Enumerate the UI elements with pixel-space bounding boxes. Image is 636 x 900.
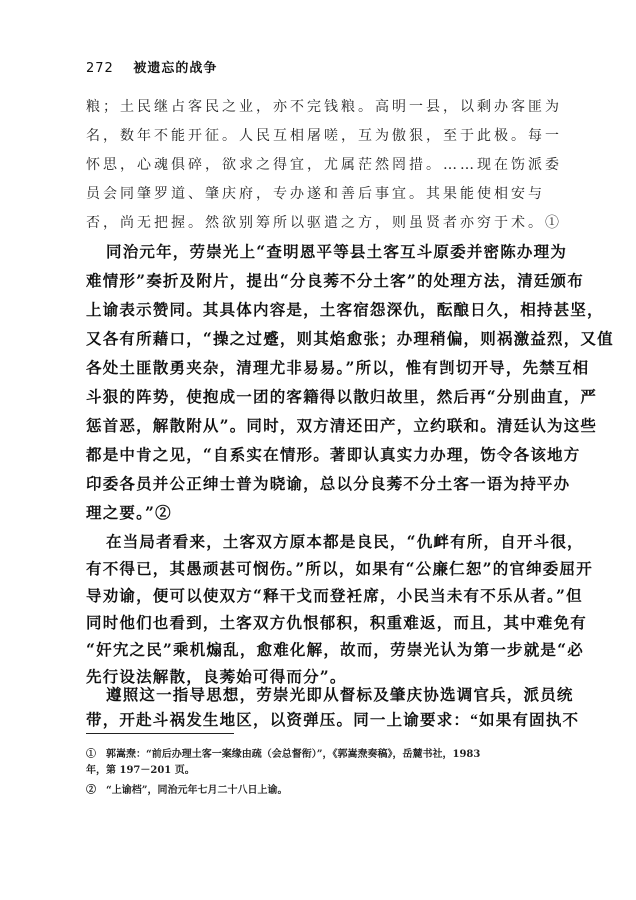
body-line: 又各有所藉口，“操之过蹙，则其焰愈张；办理稍偏，则祸激益烈，又值 [86, 329, 614, 348]
body-line: 先行设法解散，良莠始可得而分”。 [86, 667, 347, 686]
quote-line: 员会同肇罗道、肇庆府，专办遂和善后事宜。其果能使相安与 [86, 186, 545, 202]
body-line: 有不得已，其愚顽甚可悯伤。”所以，如果有“公廉仁恕”的官绅委屈开 [86, 559, 593, 578]
running-header [86, 57, 217, 76]
footnote-1-continued: 年，第 197－201 页。 [86, 765, 195, 776]
quote-line: 粮；土民继占客民之业，亦不完钱粮。高明一县，以剩办客匪为 [86, 99, 562, 115]
body-line: 各处土匪散勇夹杂，清理尤非易易。”所以，惟有剀切开导，先禁互相 [86, 358, 590, 377]
book-title: 被遗忘的战争 [133, 61, 218, 76]
body-line: 印委各员并公正绅士普为晓谕，总以分良莠不分土客一语为持平办 [86, 474, 571, 493]
page-number: 272 [86, 61, 114, 76]
body-line: 带，开赴斗祸发生地区，以资弹压。同一上谕要求：“如果有固执不 [86, 712, 580, 729]
body-line: 都是中肯之见，“自系实在情形。著即认真实力办理，饬令各该地方 [86, 445, 581, 464]
body-line: 理之要。”② [86, 503, 172, 522]
body-line: 上谕表示赞同。其具体内容是，土客宿怨深仇，酝酿日久，相持甚坚， [86, 300, 604, 319]
quote-line: 怀思，心魂俱碎，欲求之得宜，尤属茫然罔措。……现在饬派委 [86, 157, 562, 173]
body-line: 同时他们也看到，土客双方仇恨郁积，积重难返，而且，其中难免有 [86, 613, 588, 632]
body-line: 惩首恶，解散附从”。同时，双方清还田产，立约联和。清廷认为这些 [86, 416, 598, 435]
body-line: 难情形”奏折及附片，提出“分良莠不分土客”的处理方法，清廷颁布 [86, 271, 584, 290]
body-line: “奸宄之民”乘机煽乱，愈难化解，故而，劳崇光认为第一步就是“必 [86, 640, 584, 659]
body-line: 导劝谕，便可以使双方“释干戈而登衽席，小民当未有不乐从者。”但 [86, 586, 583, 605]
footnote-1: ① 郭嵩焘：“前后办理土客一案缘由疏（会总督衔）”，《郭嵩焘奏稿》，岳麓书社，1983 [86, 749, 481, 760]
body-line: 斗狠的阵势，使抱成一团的客籍得以散归故里，然后再“分别曲直，严 [86, 387, 598, 406]
footnote-2: ② “上谕档”，同治元年七月二十八日上谕。 [86, 785, 288, 796]
quote-line: 否，尚无把握。然欲别筹所以驱遣之方，则虽贤者亦穷于术。① [86, 215, 562, 231]
body-line: 在当局者看来，土客双方原本都是良民，“仇衅有所，自开斗很， [106, 532, 584, 551]
footnote-divider [86, 733, 234, 734]
quote-line: 名，数年不能开征。人民互相屠嗟，互为傲狠，至于此极。每一 [86, 128, 562, 144]
body-line: 同治元年，劳崇光上“查明恩平等县土客互斗原委并密陈办理为 [106, 242, 568, 261]
body-line: 遵照这一指导思想，劳崇光即从督标及肇庆协选调官兵，派员统 [106, 685, 574, 704]
